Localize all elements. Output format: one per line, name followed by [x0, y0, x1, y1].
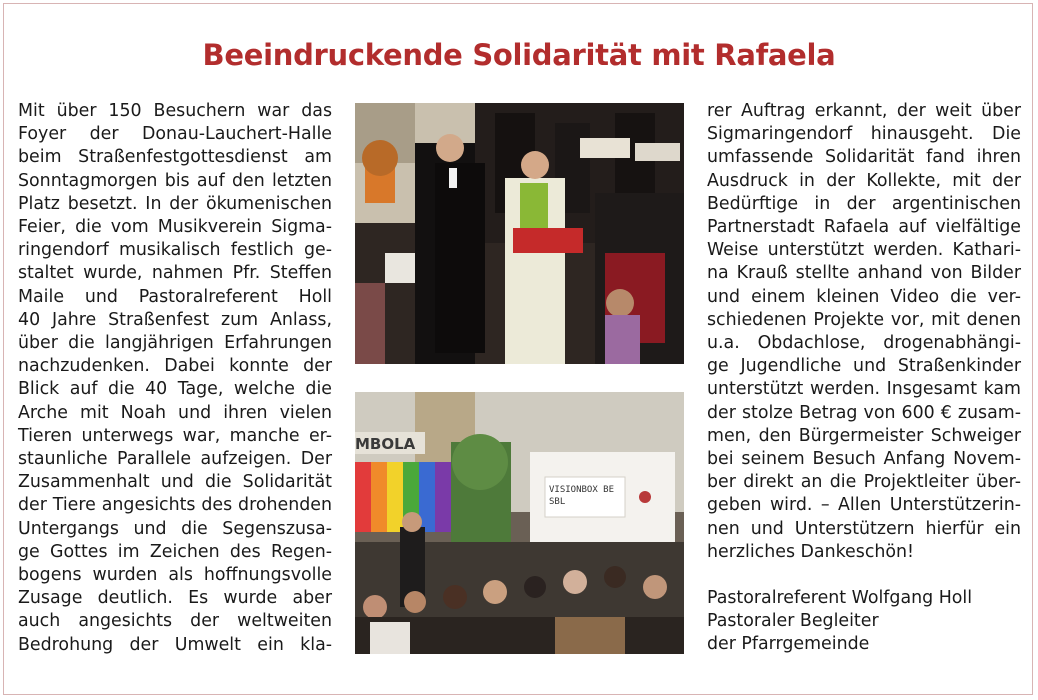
text-line: Foyer der Donau-Lauchert-Halle: [18, 124, 332, 145]
text-line: rer Auftrag erkannt, der weit über: [707, 101, 1021, 121]
text-line: Ausdruck in der Kollekte, mit der: [707, 170, 1021, 191]
screen-text-line: VISIONBOX BE: [549, 485, 615, 495]
screen-text-line: SBL: [549, 497, 566, 507]
text-line: Maile und Pastoralreferent Holl: [18, 286, 332, 307]
text-line: beim Straßenfestgottesdienst am: [18, 147, 332, 168]
text-line: Sonntagmorgen bis auf den letzten: [18, 170, 332, 191]
text-line: Blick auf die 40 Tage, welche die: [18, 379, 332, 400]
text-line: geben wird. – Allen Unterstützerin-: [707, 495, 1021, 516]
text-line: ber direkt an die Projektleiter über-: [707, 472, 1021, 493]
right-column: [707, 100, 1021, 657]
text-line: men, den Bürgermeister Schweiger: [707, 425, 1021, 446]
text-line: Zusammenhalt und die Solidarität: [18, 472, 332, 493]
photo-service-altar: [355, 103, 684, 364]
text-line: bogens wurden als hoffnungsvolle: [18, 565, 332, 586]
banner-text: MBOLA: [355, 435, 416, 453]
text-line: bei seinem Besuch Anfang Novem-: [707, 449, 1021, 470]
article-title: Beeindruckende Solidarität mit Rafaela: [202, 38, 836, 72]
signature-role: Pastoraler Begleiter: [707, 611, 879, 632]
photo-presentation: [355, 392, 684, 654]
text-line: Bedrohung der Umwelt ein kla-: [18, 634, 332, 655]
text-line: nen und Unterstützern hierfür ein: [707, 518, 1021, 539]
text-line: umfassende Solidarität fand ihren: [707, 147, 1021, 168]
text-line: Arche mit Noah und ihren vielen: [18, 402, 332, 423]
text-line: über die langjährigen Erfahrungen: [18, 333, 332, 354]
text-line: Untergangs und die Segenszusa-: [18, 518, 332, 539]
text-line: der stolze Betrag von 600 € zusam-: [707, 402, 1021, 423]
text-line: Tieren unterwegs war, manche er-: [18, 425, 332, 446]
text-line: ge Jugendliche und Straßenkinder: [707, 356, 1021, 377]
text-line: Mit über 150 Besuchern war das: [18, 101, 332, 121]
text-line: herzliches Dankeschön!: [707, 541, 915, 562]
text-line: u.a. Obdachlose, drogenabhängi-: [707, 333, 1021, 354]
signature-block: [707, 587, 1021, 657]
text-line: Feier, die vom Musikverein Sigma-: [18, 217, 332, 238]
text-line: nachzudenken. Dabei konnte der: [18, 356, 332, 377]
text-line: Partnerstadt Rafaela auf vielfältige: [707, 217, 1021, 238]
text-line: auch angesichts der weltweiten: [18, 611, 332, 632]
signature-name: Pastoralreferent Wolfgang Holl: [707, 588, 973, 609]
text-line: Bedürftige in der argentinischen: [707, 193, 1021, 214]
text-line: staunliche Parallele aufzeigen. Der: [18, 449, 332, 470]
text-line: der Tiere angesichts des drohenden: [18, 495, 332, 516]
left-column: [18, 100, 332, 657]
text-line: Weise unterstützt werden. Kathari-: [707, 240, 1021, 261]
text-line: und einem kleinen Video die ver-: [707, 286, 1021, 307]
text-line: 40 Jahre Straßenfest zum Anlass,: [18, 309, 332, 330]
text-line: ringendorf musikalisch festlich ge-: [18, 240, 332, 261]
text-line: na Krauß stellte anhand von Bilder: [707, 263, 1021, 284]
text-line: schiedenen Projekte vor, mit denen: [707, 309, 1021, 330]
signature-parish: der Pfarrgemeinde: [707, 634, 870, 655]
text-line: Sigmaringendorf hinausgeht. Die: [707, 124, 1021, 145]
text-line: Platz besetzt. In der ökumenischen: [18, 193, 332, 214]
text-line: ge Gottes im Zeichen des Regen-: [18, 541, 332, 562]
text-line: Zusage deutlich. Es wurde aber: [18, 588, 332, 609]
text-line: staltet wurde, nahmen Pfr. Steffen: [18, 263, 332, 284]
text-line: unterstützt werden. Insgesamt kam: [707, 379, 1021, 400]
